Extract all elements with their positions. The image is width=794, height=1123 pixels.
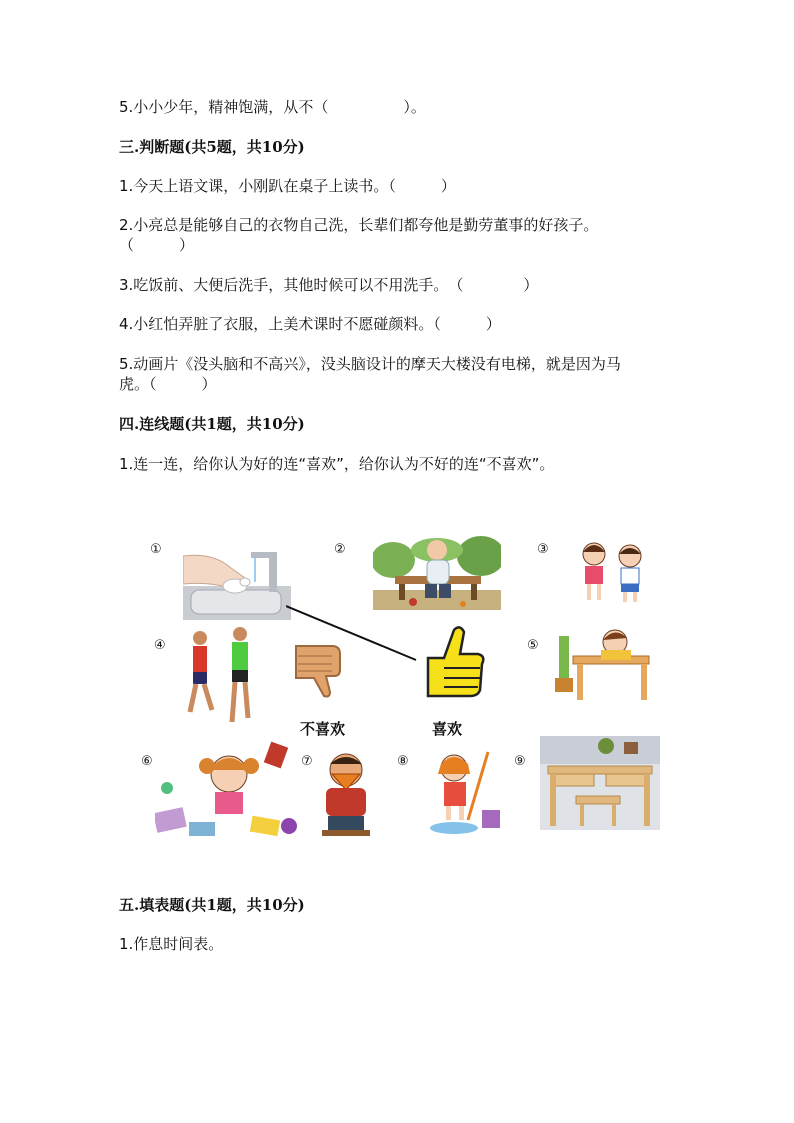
section-5-heading: 五.填表题(共1题，共10分) — [119, 896, 305, 914]
like-caption: 喜欢 — [432, 720, 463, 738]
two-kids-picture — [572, 540, 652, 604]
runners-picture — [182, 624, 264, 728]
connection-line — [286, 604, 418, 662]
judge-question-5-line-1: 5.动画片《没头脑和不高兴》，没头脑设计的摩天大楼没有电梯，就是因为马 — [119, 355, 621, 373]
matching-question-1: 1.连一连，给你认为好的连“喜欢”，给你认为不好的连“不喜欢”。 — [119, 455, 555, 473]
section-4-heading: 四.连线题(共1题，共10分) — [119, 415, 305, 433]
boy-eating-picture — [316, 750, 376, 844]
judge-question-2-line-1: 2.小亮总是能够自己的衣物自己洗，长辈们都夸他是勤劳董事的好孩子。 — [119, 216, 599, 234]
messy-room-picture — [155, 740, 303, 840]
handwashing-picture — [183, 542, 291, 620]
label-4: ④ — [154, 638, 166, 653]
judge-question-5-line-2: 虎。（ ） — [119, 375, 217, 393]
girl-at-desk-picture — [555, 626, 653, 702]
judge-question-4: 4.小红怕弄脏了衣服，上美术课时不愿碰颜料。（ ） — [119, 315, 501, 333]
judge-question-2-line-2: （ ） — [119, 236, 195, 254]
man-on-bench-picture — [373, 532, 501, 610]
label-6: ⑥ — [141, 754, 153, 769]
label-2: ② — [334, 542, 346, 557]
label-1: ① — [150, 542, 162, 557]
label-5: ⑤ — [527, 638, 539, 653]
label-3: ③ — [537, 542, 549, 557]
label-9: ⑨ — [514, 754, 526, 769]
fill-question-5: 5.小小少年，精神饱满，从不（ ）。 — [119, 98, 426, 116]
label-8: ⑧ — [397, 754, 409, 769]
thumbs-up-icon — [420, 624, 488, 698]
wooden-desk-picture — [540, 736, 660, 830]
label-7: ⑦ — [301, 754, 313, 769]
table-question-1: 1.作息时间表。 — [119, 935, 224, 953]
section-3-heading: 三.判断题(共5题，共10分) — [119, 138, 305, 156]
judge-question-3: 3.吃饭前、大便后洗手，其他时候可以不用洗手。 （ ） — [119, 276, 539, 294]
girl-mopping-picture — [428, 750, 504, 836]
dislike-caption: 不喜欢 — [300, 720, 346, 738]
judge-question-1: 1.今天上语文课，小刚趴在桌子上读书。（ ） — [119, 177, 456, 195]
